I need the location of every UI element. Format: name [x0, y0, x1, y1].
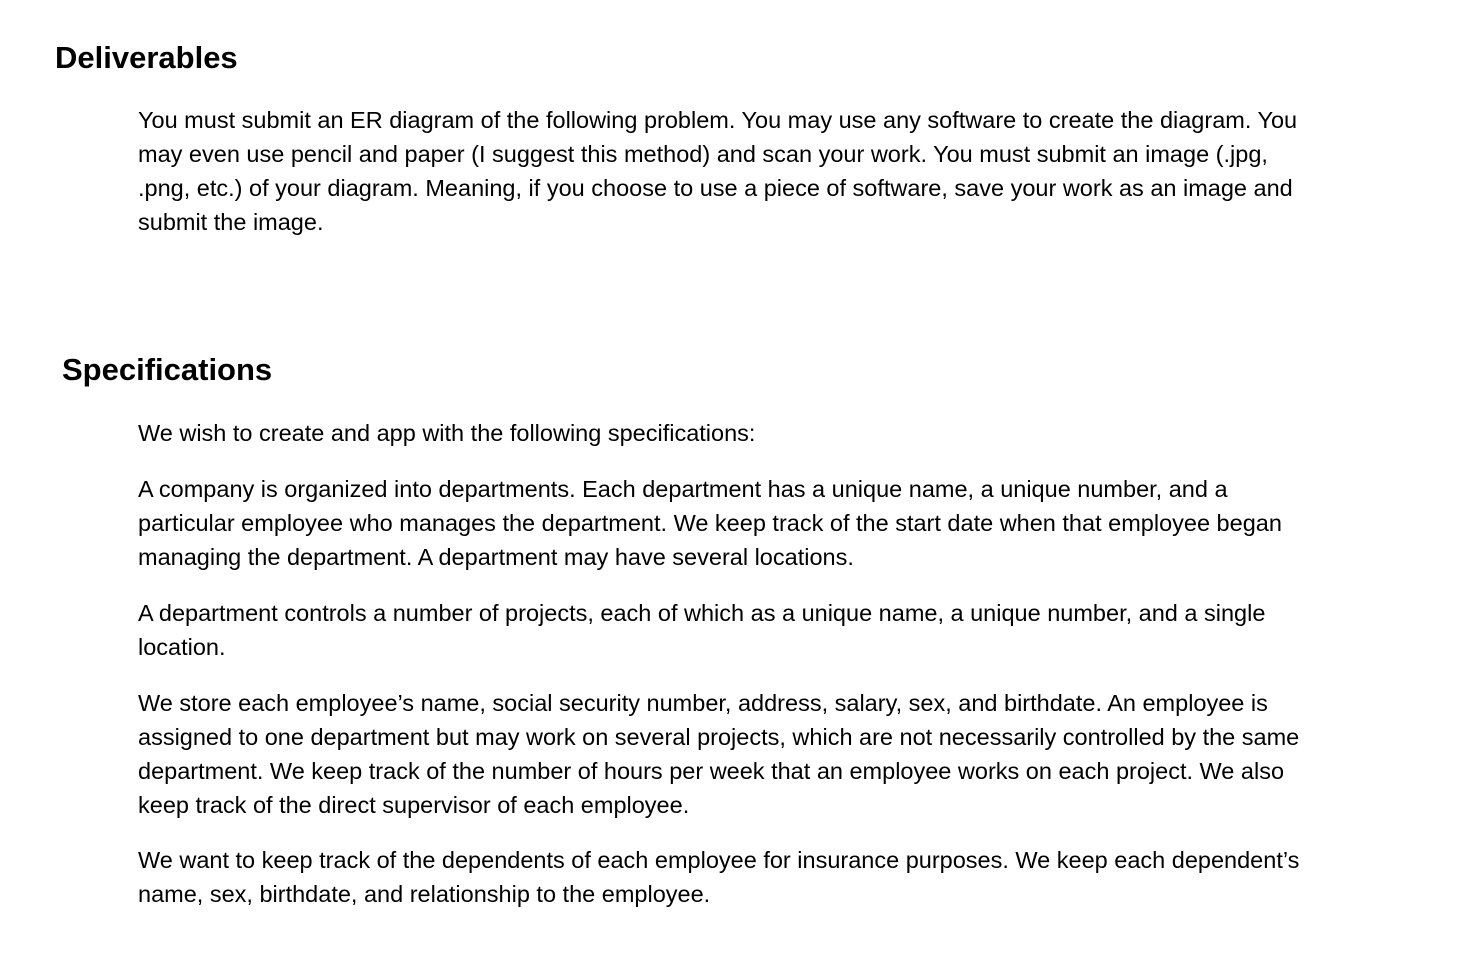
departments-paragraph: A company is organized into departments. Each department has a unique name, a unique number, and a particular employee who manages the department. We keep track of the start date when that employee began managing the department. A department may have several locations. — [138, 476, 1282, 570]
deliverables-paragraph: You must submit an ER diagram of the following problem. You may use any software to create the diagram. You may even use pencil and paper (I suggest this method) and scan your work. You must submit an image (.jpg, .png, etc.) of your diagram. Meaning, if you choose to use a piece of software, save your work as an image and submit the image. — [138, 107, 1298, 235]
dependents-paragraph: We want to keep track of the dependents of each employee for insurance purposes. We keep each dependent’s name, sex, birthdate, and relationship to the employee. — [138, 847, 1300, 907]
specifications-intro-paragraph: We wish to create and app with the following specifications: — [138, 420, 756, 446]
employees-paragraph: We store each employee’s name, social security number, address, salary, sex, and birthdate. An employee is assigned to one department but may work on several projects, which are not necessarily controlled by the same department. We keep track of the number of hours per week that an employee works on each project. We also keep track of the direct supervisor of each employee. — [138, 690, 1300, 818]
projects-paragraph: A department controls a number of projects, each of which as a unique name, a unique number, and a single location. — [138, 600, 1266, 660]
deliverables-heading: Deliverables — [55, 40, 238, 75]
specifications-heading: Specifications — [62, 352, 273, 387]
